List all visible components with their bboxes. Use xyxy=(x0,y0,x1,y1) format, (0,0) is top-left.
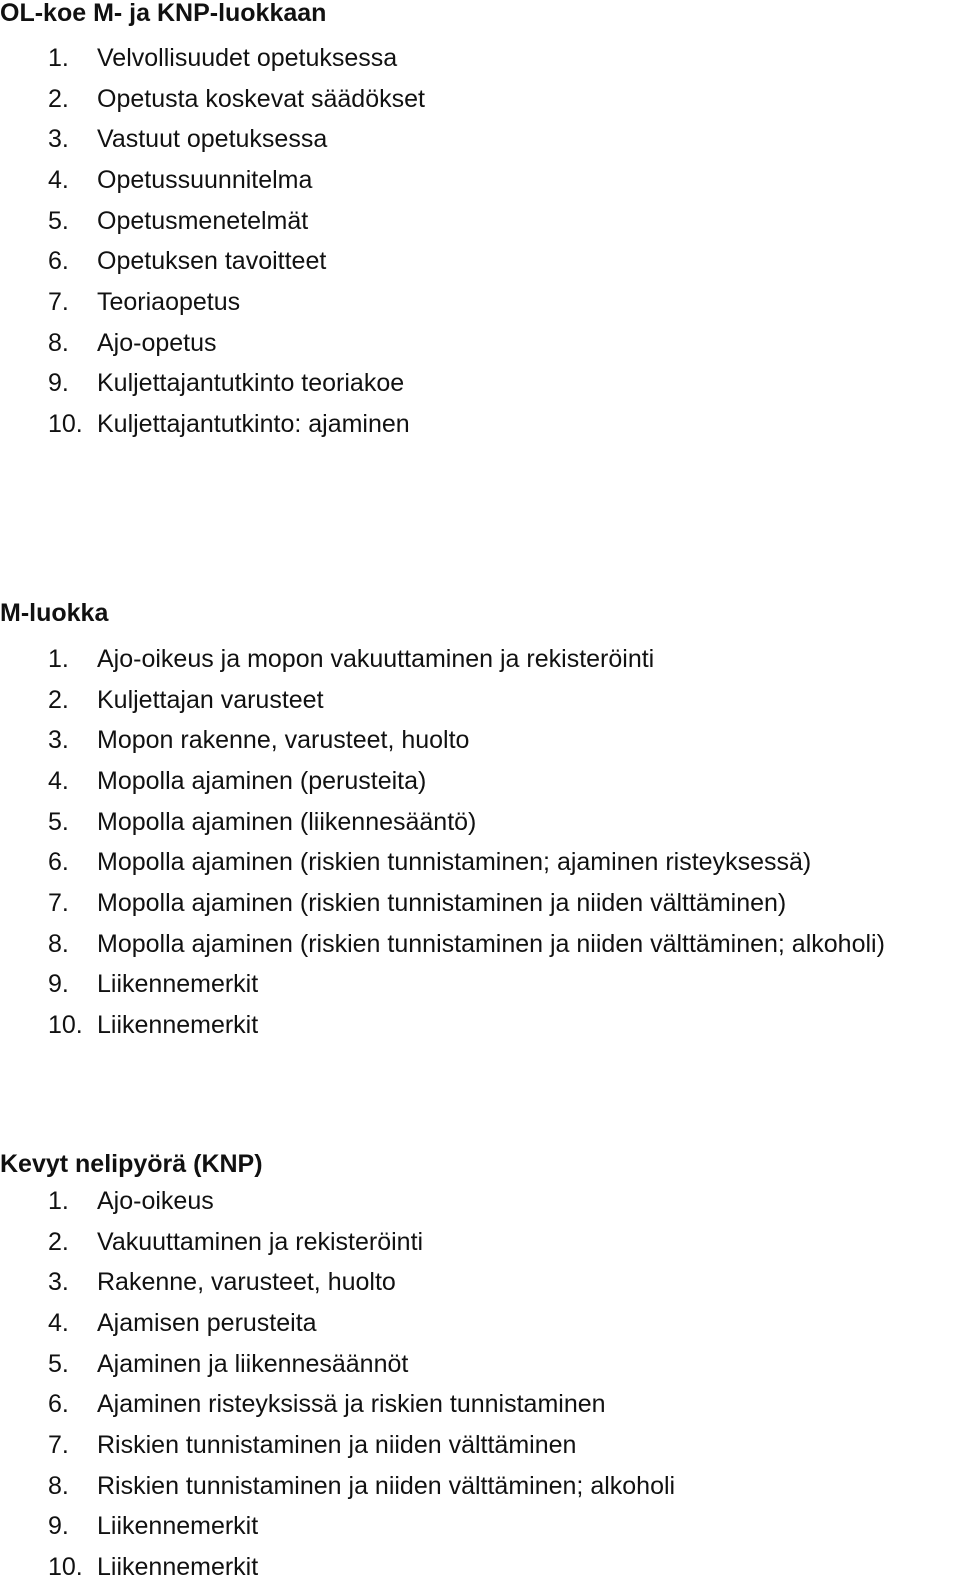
item-number: 6. xyxy=(48,1390,69,1419)
item-text: Ajo-opetus xyxy=(97,328,217,357)
list-item xyxy=(0,201,960,242)
item-text: Mopon rakenne, varusteet, huolto xyxy=(97,726,470,755)
list-item xyxy=(0,965,960,1006)
list-item xyxy=(0,404,960,445)
list-item xyxy=(0,282,960,323)
item-number: 1. xyxy=(48,1186,69,1215)
item-text: Teoriaopetus xyxy=(97,287,241,316)
section-heading: Kevyt nelipyörä (KNP) xyxy=(0,1150,263,1178)
list-item xyxy=(0,1466,960,1507)
list-item xyxy=(0,1303,960,1344)
item-text: Opetusta koskevat säädökset xyxy=(97,84,425,113)
section-m-luokka xyxy=(0,600,960,1046)
item-number: 1. xyxy=(48,43,69,72)
list-item xyxy=(0,1344,960,1385)
item-number: 8. xyxy=(48,1471,69,1500)
item-number: 9. xyxy=(48,970,69,999)
list-item xyxy=(0,1262,960,1303)
item-text: Ajamisen perusteita xyxy=(97,1308,317,1337)
item-number: 5. xyxy=(48,1349,69,1378)
item-number: 10. xyxy=(48,410,83,439)
item-number: 9. xyxy=(48,369,69,398)
item-text: Ajaminen risteyksissä ja riskien tunnistaminen xyxy=(97,1390,606,1419)
item-text: Kuljettajantutkinto teoriakoe xyxy=(97,369,405,398)
list-item xyxy=(0,1507,960,1548)
list-item xyxy=(0,924,960,965)
item-text: Ajo-oikeus ja mopon vakuuttaminen ja rekisteröinti xyxy=(97,644,655,673)
item-text: Opetussuunnitelma xyxy=(97,165,313,194)
item-number: 5. xyxy=(48,206,69,235)
item-text: Vakuuttaminen ja rekisteröinti xyxy=(97,1227,424,1256)
item-number: 4. xyxy=(48,1308,69,1337)
section-list xyxy=(0,38,960,445)
list-item xyxy=(0,842,960,883)
item-text: Kuljettajantutkinto: ajaminen xyxy=(97,410,410,439)
list-item xyxy=(0,1222,960,1263)
list-item xyxy=(0,1005,960,1046)
item-text: Vastuut opetuksessa xyxy=(97,125,328,154)
section-list xyxy=(0,639,960,1046)
item-number: 3. xyxy=(48,1268,69,1297)
item-text: Opetuksen tavoitteet xyxy=(97,247,327,276)
item-number: 4. xyxy=(48,766,69,795)
list-item xyxy=(0,1425,960,1466)
item-number: 3. xyxy=(48,125,69,154)
item-number: 3. xyxy=(48,726,69,755)
item-text: Ajaminen ja liikennesäännöt xyxy=(97,1349,409,1378)
list-item xyxy=(0,241,960,282)
item-text: Mopolla ajaminen (liikennesääntö) xyxy=(97,807,477,836)
item-text: Ajo-oikeus xyxy=(97,1186,214,1215)
section-ol-koe xyxy=(0,0,960,445)
section-list xyxy=(0,1181,960,1588)
item-text: Mopolla ajaminen (perusteita) xyxy=(97,766,427,795)
item-text: Mopolla ajaminen (riskien tunnistaminen ja niiden välttäminen; alkoholi) xyxy=(97,929,885,958)
list-item xyxy=(0,119,960,160)
item-number: 2. xyxy=(48,685,69,714)
list-item xyxy=(0,1181,960,1222)
item-number: 9. xyxy=(48,1512,69,1541)
item-text: Velvollisuudet opetuksessa xyxy=(97,43,398,72)
list-item xyxy=(0,160,960,201)
item-text: Riskien tunnistaminen ja niiden välttäminen xyxy=(97,1430,577,1459)
item-number: 5. xyxy=(48,807,69,836)
section-heading: OL-koe M- ja KNP-luokkaan xyxy=(0,0,327,27)
list-item xyxy=(0,323,960,364)
item-number: 10. xyxy=(48,1011,83,1040)
item-text: Liikennemerkit xyxy=(97,1512,259,1541)
item-text: Mopolla ajaminen (riskien tunnistaminen; ajaminen risteyksessä) xyxy=(97,848,812,877)
item-text: Mopolla ajaminen (riskien tunnistaminen ja niiden välttäminen) xyxy=(97,888,787,917)
list-item xyxy=(0,38,960,79)
item-number: 8. xyxy=(48,328,69,357)
item-number: 10. xyxy=(48,1553,83,1582)
item-number: 8. xyxy=(48,929,69,958)
list-item xyxy=(0,883,960,924)
item-number: 6. xyxy=(48,848,69,877)
item-text: Liikennemerkit xyxy=(97,1011,259,1040)
list-item xyxy=(0,720,960,761)
list-item xyxy=(0,761,960,802)
item-text: Liikennemerkit xyxy=(97,1553,259,1582)
list-item xyxy=(0,680,960,721)
item-number: 7. xyxy=(48,888,69,917)
item-number: 6. xyxy=(48,247,69,276)
item-number: 1. xyxy=(48,644,69,673)
item-text: Riskien tunnistaminen ja niiden välttäminen; alkoholi xyxy=(97,1471,676,1500)
item-number: 7. xyxy=(48,1430,69,1459)
list-item xyxy=(0,1547,960,1588)
list-item xyxy=(0,364,960,405)
list-item xyxy=(0,79,960,120)
item-number: 2. xyxy=(48,84,69,113)
item-text: Opetusmenetelmät xyxy=(97,206,309,235)
item-number: 7. xyxy=(48,287,69,316)
list-item xyxy=(0,639,960,680)
item-text: Liikennemerkit xyxy=(97,970,259,999)
list-item xyxy=(0,1384,960,1425)
item-number: 2. xyxy=(48,1227,69,1256)
item-number: 4. xyxy=(48,165,69,194)
item-text: Kuljettajan varusteet xyxy=(97,685,324,714)
section-knp xyxy=(0,1151,960,1588)
section-heading: M-luokka xyxy=(0,599,109,627)
item-text: Rakenne, varusteet, huolto xyxy=(97,1268,396,1297)
list-item xyxy=(0,802,960,843)
